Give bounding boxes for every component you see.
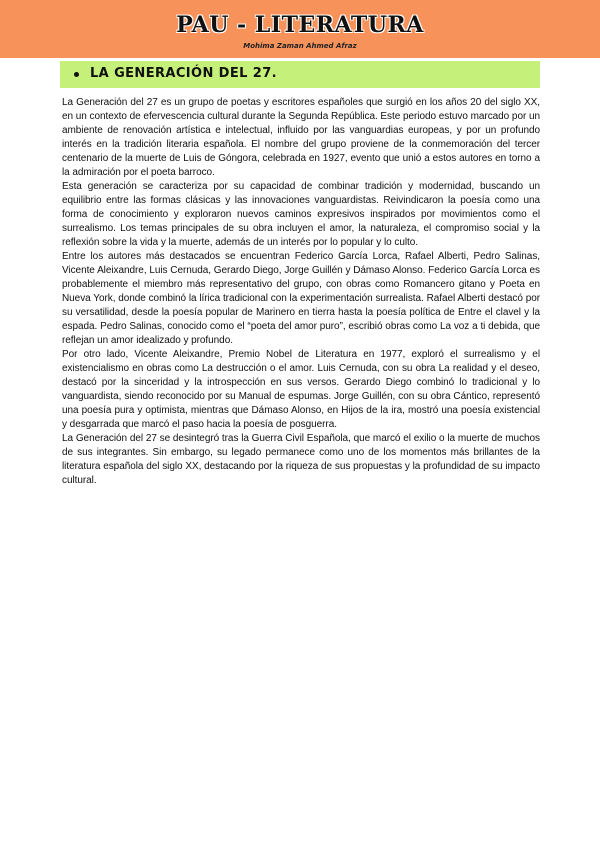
bullet-icon	[74, 72, 79, 77]
paragraph-conclusion: La Generación del 27 se desintegró tras la Guerra Civil Española, que marcó el exilio o la muerte de muchos de sus integrantes. Sin embargo, su legado permanece como uno de los momentos más brillantes de la literatura española del siglo XX, destacando por la riqueza de sus propuestas y la profundidad de su impacto cultural.	[62, 433, 540, 486]
section-title: LA GENERACIÓN DEL 27.	[90, 66, 277, 81]
author-name: Mohima Zaman Ahmed Afraz	[243, 42, 357, 50]
paragraph-intro: La Generación del 27 es un grupo de poetas y escritores españoles que surgió en los años 20 del siglo XX, en un contexto de efervescencia cultural durante la Segunda República. Este periodo estuvo marcado por un ambiente de renovación artística e intelectual, influido por las vanguardias europeas, y por un profundo interés en la tradición literaria española. El nombre del grupo proviene de la conmemoración del tercer centenario de la muerte de Luis de Góngora, celebrada en 1927, evento que unió a estos autores en torno a la admiración por el poeta barroco.	[62, 97, 540, 178]
paragraph-authors: Entre los autores más destacados se encuentran Federico García Lorca, Rafael Alberti, Pedro Salinas, Vicente Aleixandre, Luis Cernuda, Gerardo Diego, Jorge Guillén y Dámaso Alonso. Federico García Lorca es probablemente el miembro más representativo del grupo, con obras como Romancero gitano y Poeta en Nueva York, donde combinó la lírica tradicional con la experimentación surrealista. Rafael Alberti destacó por su versatilidad, desde la poesía popular de Marinero en tierra hasta la poesía política de Entre el clavel y la espada. Pedro Salinas, conocido como el “poeta del amor puro”, escribió obras como La voz a ti debida, que reflejan un amor idealizado y profundo.	[62, 251, 540, 346]
paragraph-characteristics: Esta generación se caracteriza por su capacidad de combinar tradición y modernidad, buscando un equilibrio entre las formas clásicas y las innovaciones vanguardistas. Reivindicaron la poesía como una forma de conocimiento y exploraron nuevos caminos expresivos inspirados por movimientos como el surrealismo. Los temas principales de su obra incluyen el amor, la naturaleza, el compromiso social y la reflexión sobre la vida y la muerte, además de un interés por lo popular y lo culto.	[62, 181, 540, 248]
page-title: PAU - LITERATURA	[176, 12, 424, 38]
body-text	[62, 96, 540, 488]
paragraph-more-authors: Por otro lado, Vicente Aleixandre, Premio Nobel de Literatura en 1977, exploró el surrealismo y el existencialismo en obras como La destrucción o el amor. Luis Cernuda, con su obra La realidad y el deseo, destacó por la sinceridad y la introspección en sus versos. Gerardo Diego combinó lo tradicional y lo vanguardista, siendo reconocido por su Manual de espumas. Jorge Guillén, con su obra Cántico, representó una poesía pura y optimista, mientras que Dámaso Alonso, en Hijos de la ira, mostró una poesía existencial y desgarrada que marcó el paso hacia la poesía de posguerra.	[62, 349, 540, 430]
